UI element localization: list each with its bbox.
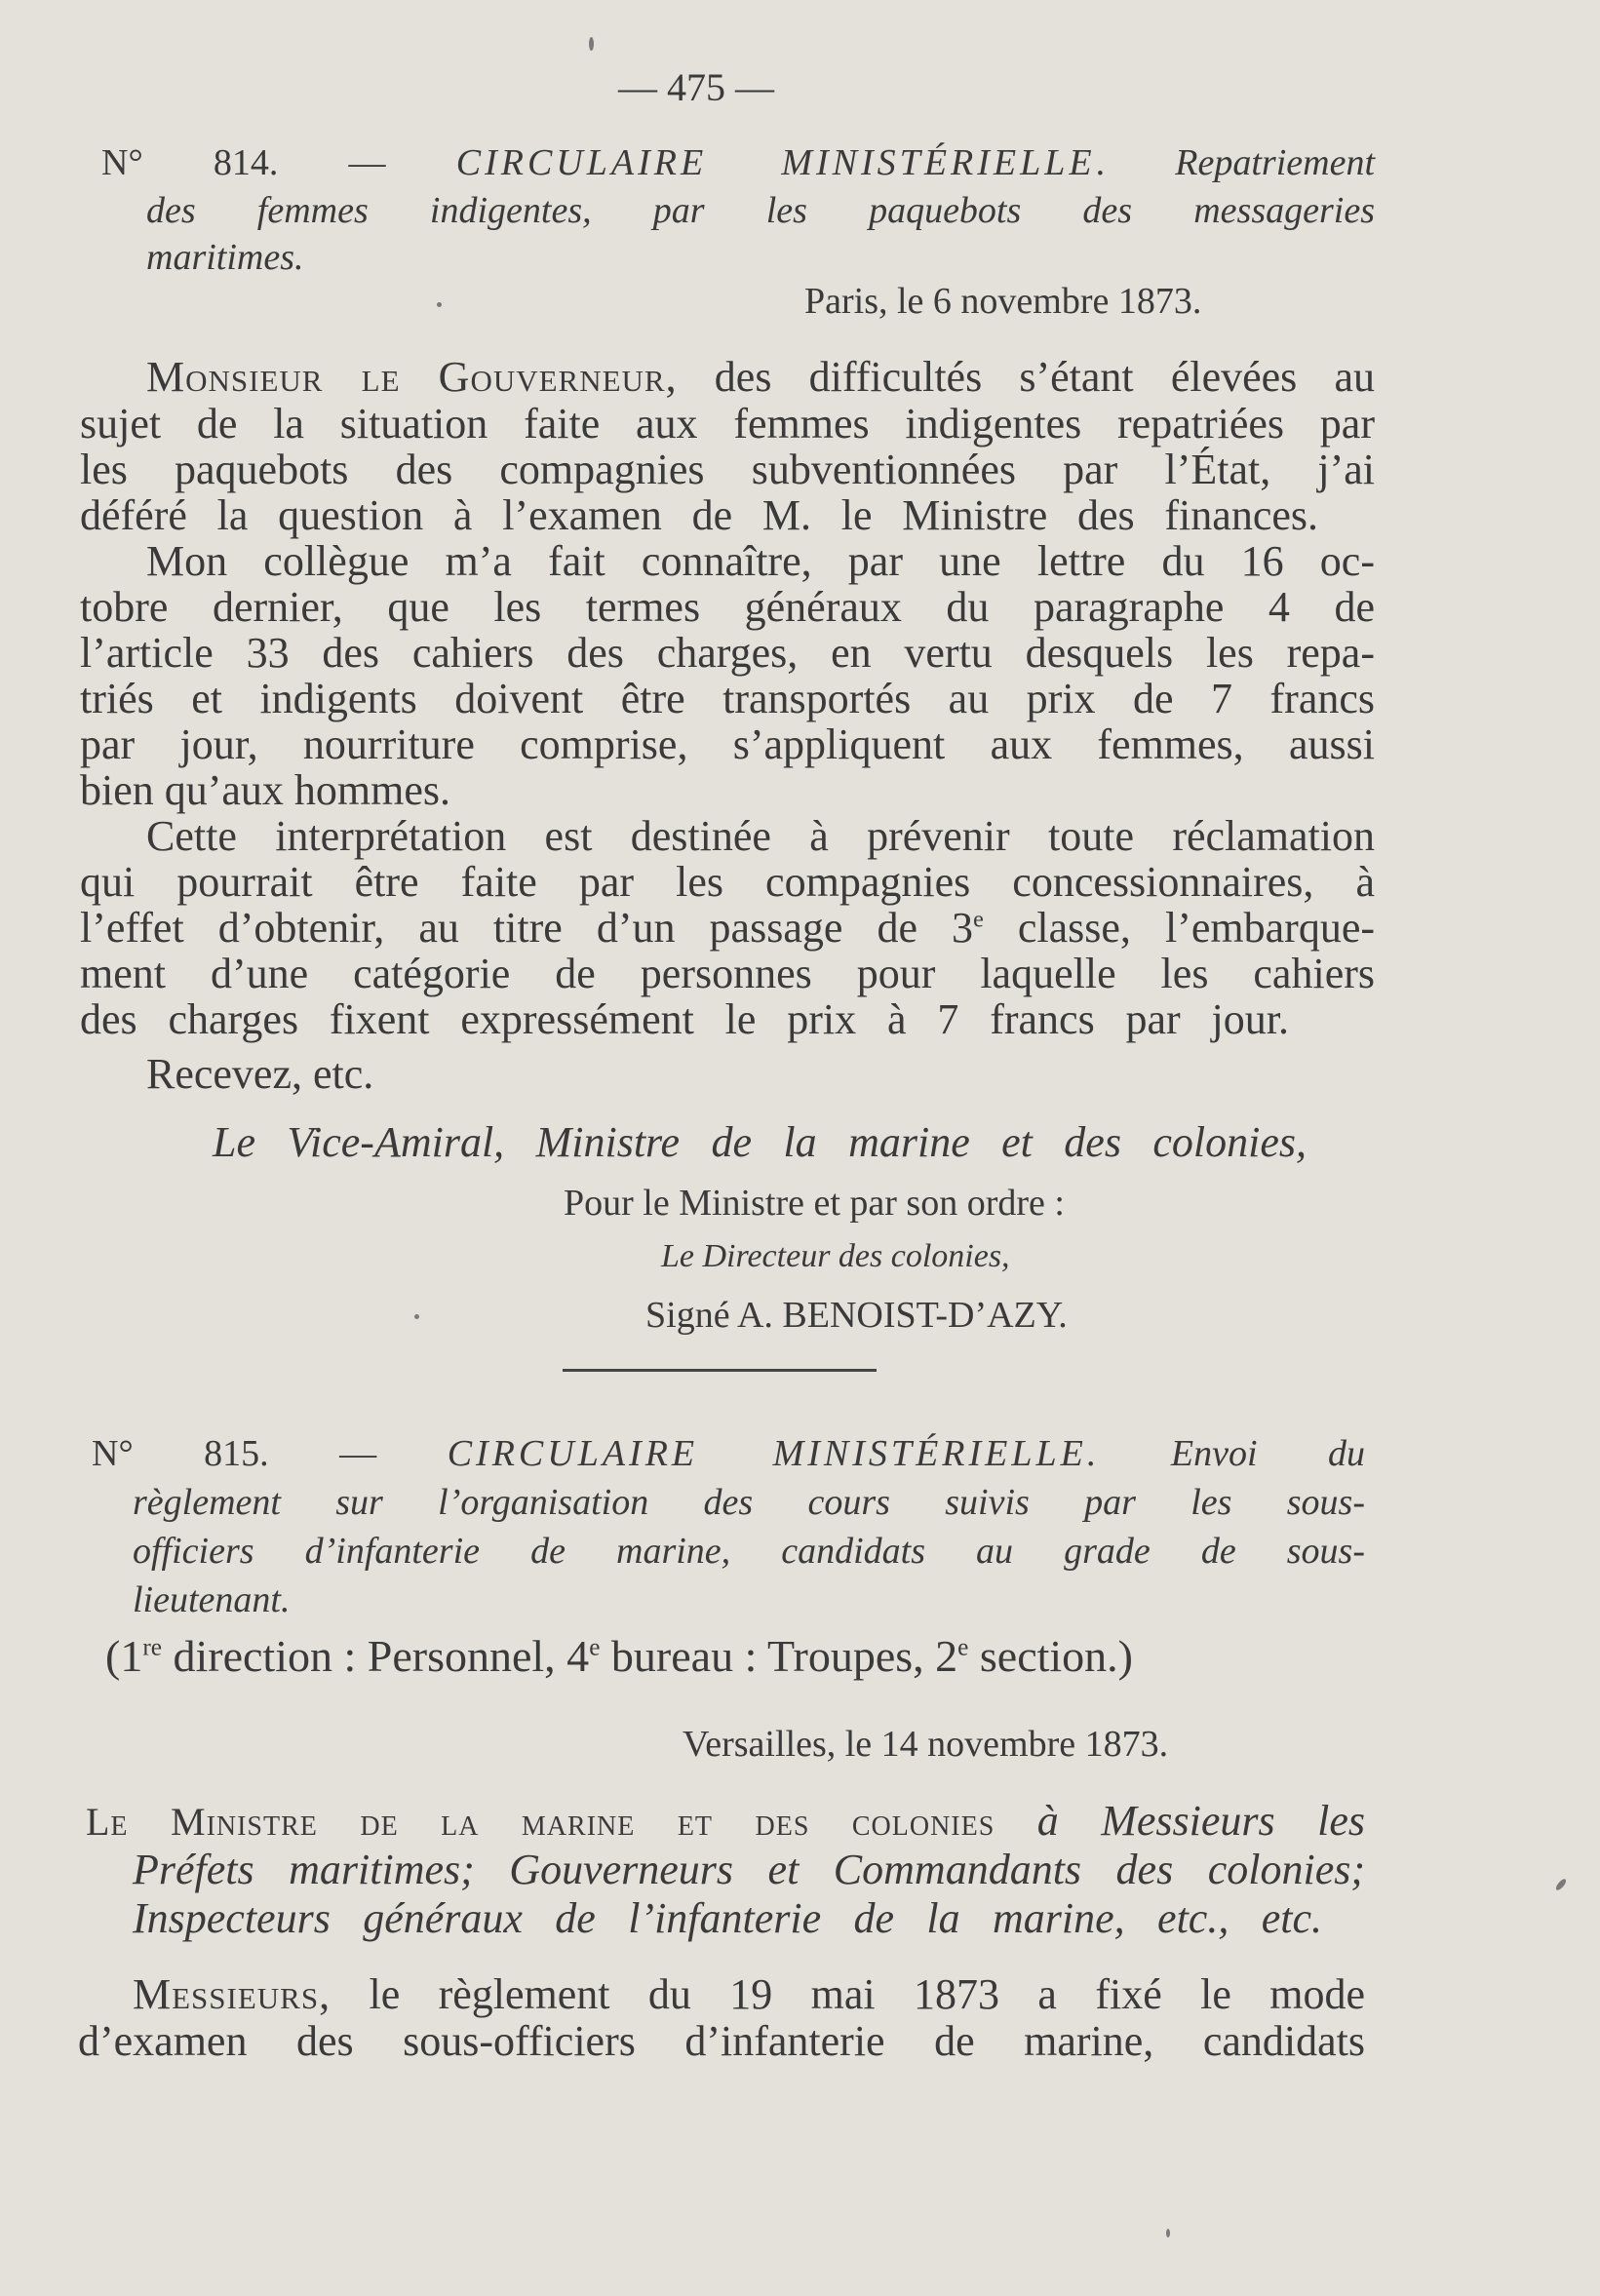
circular-815-addressee-line1 xyxy=(86,1797,1366,1845)
circular-814-p2-line3: l’article 33 des cahiers des charges, en vertu desquels les repa- xyxy=(80,629,1375,677)
circular-type: CIRCULAIRE MINISTÉRIELLE xyxy=(455,142,1096,183)
circular-814-signature-line2: Pour le Ministre et par son ordre : xyxy=(564,1183,1065,1224)
scan-speck xyxy=(414,1314,419,1319)
circular-814-p1-line3: les paquebots des compagnies subventionnées par l’État, j’ai xyxy=(80,446,1375,493)
circular-814-closing: Recevez, etc. xyxy=(146,1050,374,1098)
circular-815-addressee-line3: Inspecteurs généraux de l’infanterie de la marine, etc., etc. xyxy=(133,1894,1322,1942)
circular-814-p2-line1: Mon collègue m’a fait connaître, par une lettre du 16 oc- xyxy=(146,537,1375,585)
circular-814-p2-line5: par jour, nourriture comprise, s’appliquent aux femmes, aussi xyxy=(80,720,1375,768)
circular-814-subject-line3: maritimes. xyxy=(146,237,304,278)
p1-text: le règlement du 19 mai 1873 a fixé le mode xyxy=(331,1970,1365,2018)
circular-814-p2-line4: triés et indigents doivent être transportés au prix de 7 francs xyxy=(80,675,1375,722)
circular-815-heading-line1 xyxy=(92,1435,1365,1472)
circular-814-p1-line4: déféré la question à l’examen de M. le Ministre des finances. xyxy=(80,491,1318,539)
scan-speck xyxy=(1554,1878,1568,1892)
scan-speck xyxy=(1166,2229,1170,2238)
circular-814-p3-line3: l’effet d’obtenir, au titre d’un passage de 3e classe, l’embarque- xyxy=(80,904,1375,952)
heading-dash: — xyxy=(278,142,456,183)
circular-number: N° 814. xyxy=(101,142,279,183)
circular-814-heading-line1: N° 814. — CIRCULAIRE MINISTÉRIELLE. Repatriement xyxy=(101,142,1376,183)
circular-814-p2-line6: bien qu’aux hommes. xyxy=(80,766,451,814)
direction-text: bureau : Troupes, 2 xyxy=(600,1631,958,1681)
direction-sup: e xyxy=(589,1633,601,1661)
circular-815-p1-line2: d’examen des sous-officiers d’infanterie de marine, candidats xyxy=(78,2017,1365,2065)
circular-815-subject-line3: officiers d’infanterie de marine, candidats au grade de sous- xyxy=(133,1531,1365,1572)
circular-subject: Envoi du xyxy=(1170,1433,1366,1474)
circular-subject: Repatriement xyxy=(1175,142,1376,183)
circular-815-direction xyxy=(105,1631,1134,1681)
section-divider xyxy=(563,1369,877,1372)
addressee-recipients: à Messieurs les xyxy=(995,1797,1366,1845)
circular-814-signature-line1: Le Vice-Amiral, Ministre de la marine et des colonies, xyxy=(213,1118,1307,1166)
page-number: — 475 — xyxy=(618,65,774,109)
direction-text: (1 xyxy=(105,1631,143,1681)
circular-814-p3-line2: qui pourrait être faite par les compagnies concessionnaires, à xyxy=(80,858,1375,906)
circular-815-p1-line1 xyxy=(133,1970,1365,2018)
direction-text: section.) xyxy=(968,1631,1134,1681)
circular-type: CIRCULAIRE MINISTÉRIELLE. xyxy=(447,1433,1101,1474)
circular-814-p3-line4: ment d’une catégorie de personnes pour laquelle les cahiers xyxy=(80,950,1375,997)
salutation: Monsieur le Gouverneur, xyxy=(146,353,678,401)
p1-text: des difficultés s’étant élevées au xyxy=(677,353,1375,401)
circular-814-signature-line4: Signé A. BENOIST-D’AZY. xyxy=(645,1295,1068,1336)
circular-814-p1-line2: sujet de la situation faite aux femmes indigentes repatriées par xyxy=(80,400,1375,448)
circular-815-addressee-line2: Préfets maritimes; Gouverneurs et Commandants des colonies; xyxy=(133,1846,1365,1893)
circular-number: N° 815. xyxy=(92,1433,269,1474)
circular-814-p2-line2: tobre dernier, que les termes généraux du paragraphe 4 de xyxy=(80,583,1375,631)
circular-815-subject-line2: règlement sur l’organisation des cours suivis par les sous- xyxy=(133,1482,1365,1523)
direction-sup: re xyxy=(142,1633,162,1661)
circular-815-subject-line4: lieutenant. xyxy=(133,1579,291,1620)
circular-814-subject-line2: des femmes indigentes, par les paquebots des messageries xyxy=(146,190,1375,231)
circular-814-p1-line1 xyxy=(146,353,1375,401)
salutation: Messieurs, xyxy=(133,1970,332,2018)
circular-814-place-date: Paris, le 6 novembre 1873. xyxy=(804,281,1202,322)
circular-814-p3-line5: des charges fixent expressément le prix à 7 francs par jour. xyxy=(80,995,1289,1043)
heading-dash: — xyxy=(268,1433,448,1474)
scan-speck xyxy=(437,302,442,307)
circular-814-p3-line1: Cette interprétation est destinée à prévenir toute réclamation xyxy=(146,812,1375,860)
circular-815-place-date: Versailles, le 14 novembre 1873. xyxy=(683,1724,1169,1765)
circular-814-signature-line3: Le Directeur des colonies, xyxy=(661,1238,1010,1274)
direction-sup: e xyxy=(957,1633,969,1661)
scan-speck xyxy=(589,37,594,51)
direction-text: direction : Personnel, 4 xyxy=(161,1631,590,1681)
addressee-sender: Le Ministre de la marine et des colonies xyxy=(86,1800,995,1844)
